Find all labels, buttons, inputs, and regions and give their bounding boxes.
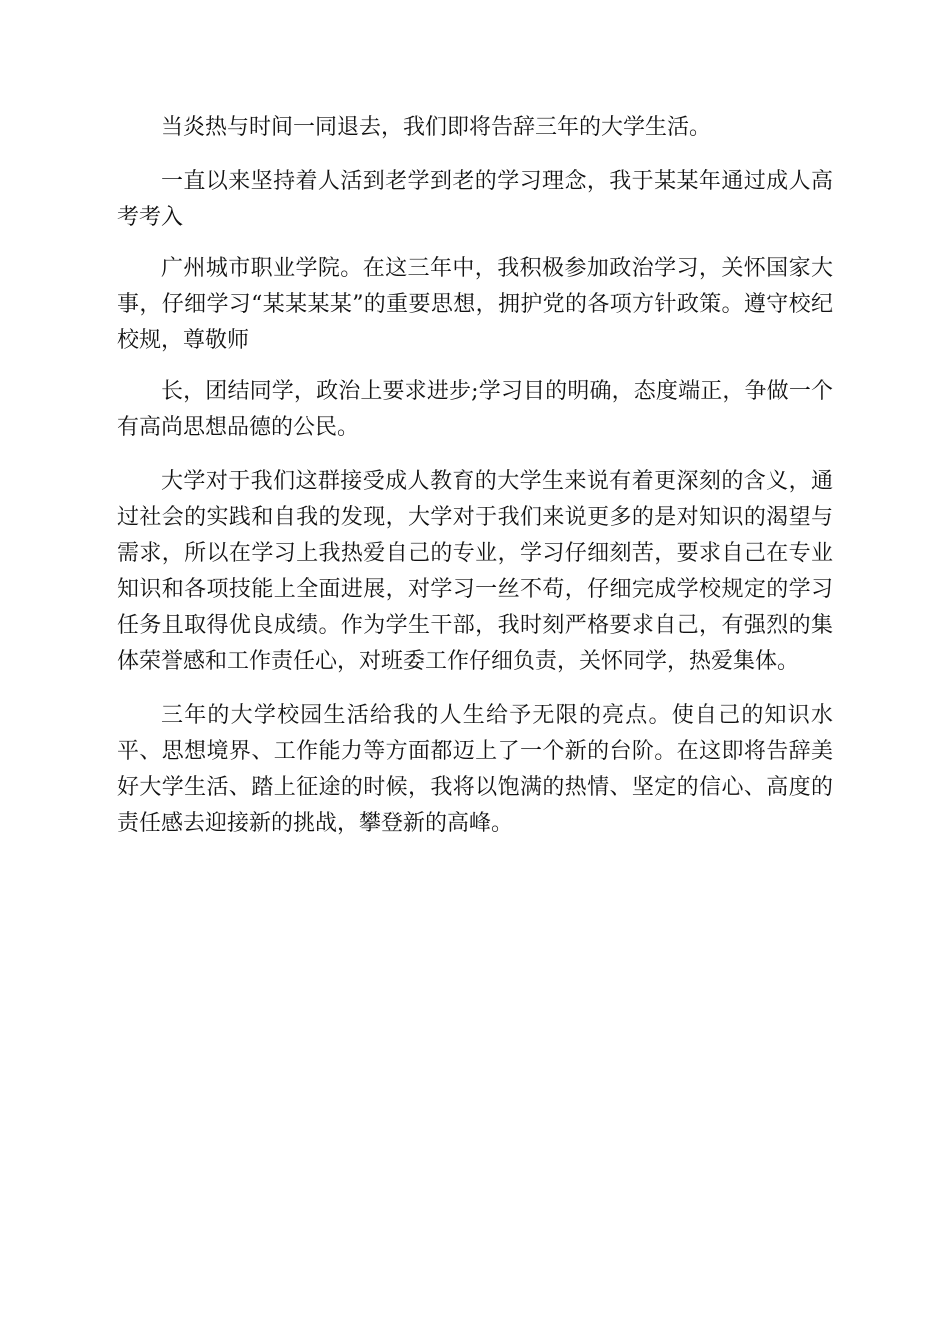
paragraph-3: 广州城市职业学院。在这三年中，我积极参加政治学习，关怀国家大事，仔细学习“某某某某”的重要思想，拥护党的各项方针政策。遵守校纪校规，尊敬师 xyxy=(117,256,833,353)
paragraph-2: 一直以来坚持着人活到老学到老的学习理念，我于某某年通过成人高考考入 xyxy=(117,169,833,230)
paragraph-5: 大学对于我们这群接受成人教育的大学生来说有着更深刻的含义，通过社会的实践和自我的发现，大学对于我们来说更多的是对知识的渴望与需求，所以在学习上我热爱自己的专业，学习仔细刻苦，要求自己在专业知识和各项技能上全面进展，对学习一丝不苟，仔细完成学校规定的学习任务且取得优良成绩。作为学生干部，我时刻严格要求自己，有强烈的集体荣誉感和工作责任心，对班委工作仔细负责，关怀同学，热爱集体。 xyxy=(117,469,833,674)
document-body xyxy=(117,110,833,860)
paragraph-6: 三年的大学校园生活给我的人生给予无限的亮点。使自己的知识水平、思想境界、工作能力等方面都迈上了一个新的台阶。在这即将告辞美好大学生活、踏上征途的时候，我将以饱满的热情、坚定的信心、高度的责任感去迎接新的挑战，攀登新的高峰。 xyxy=(117,703,833,836)
paragraph-1: 当炎热与时间一同退去，我们即将告辞三年的大学生活。 xyxy=(161,115,712,140)
paragraph-4: 长，团结同学，政治上要求进步;学习目的明确，态度端正，争做一个有高尚思想品德的公民。 xyxy=(117,379,833,440)
